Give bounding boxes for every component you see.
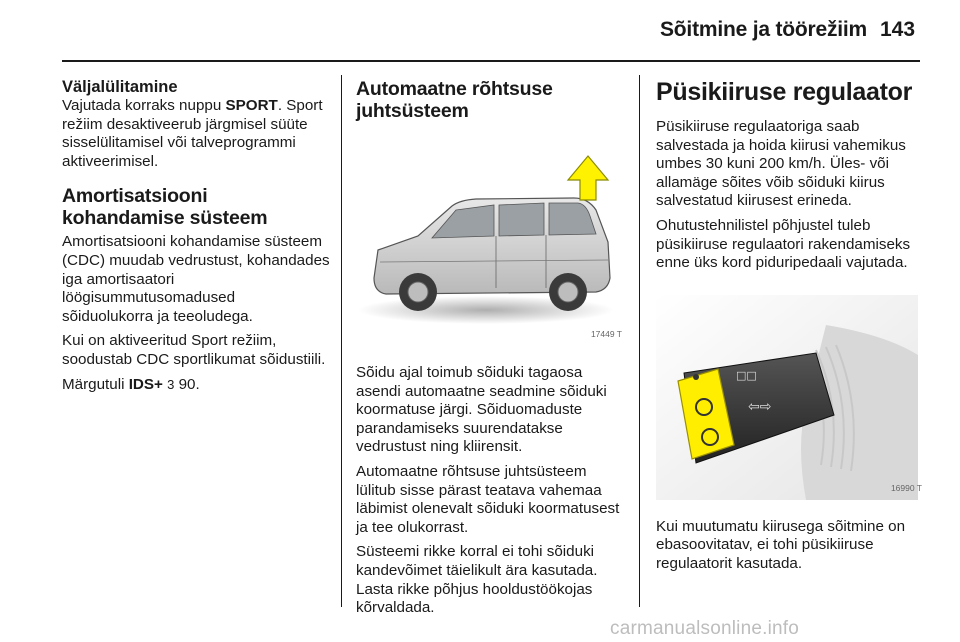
text: Märgutuli <box>62 375 129 393</box>
column-divider-1 <box>341 75 342 607</box>
ids-label: IDS+ <box>128 375 163 393</box>
figure-lever <box>656 295 926 500</box>
page-reference: 90. <box>174 375 200 393</box>
sport-button-label: SPORT <box>225 97 278 114</box>
cruise-lever-illustration <box>656 295 918 500</box>
paragraph-cruise-2: Ohutustehnilistel põhjustel tuleb püsikiiruse regulaatori rakendamiseks enne üks kord piduripedaali vajutada. <box>656 216 911 272</box>
svg-text:□□: □□ <box>736 368 757 382</box>
text: . Sport režiim desaktiveerub järgmisel süüte sisselülitamisel või talveprogrammi aktiveerimisel. <box>62 97 323 170</box>
paragraph-cruise-1: Püsikiiruse regulaatoriga saab salvestada ja hoida kiirusi vahemikus umbes 30 kuni 200 km/h. Üles- või allamäge sõites võib sõiduki kiirus salvestatud kiirusest erineda. <box>656 118 906 210</box>
section-heading-switch-off: Väljalülitamine <box>62 78 178 96</box>
paragraph-level-3: Süsteemi rikke korral ei tohi sõiduki kandevõimet täielikult ära kasutada. Lasta rikke põhjus hooldustöökojas kõrvaldada. <box>356 543 598 617</box>
page-number: 143 <box>880 18 916 41</box>
paragraph-cruise-3: Kui muutumatu kiirusega sõitmine on ebasoovitatav, ei tohi püsikiiruse regulaatorit kasutada. <box>656 517 906 572</box>
paragraph-indicator <box>62 376 330 395</box>
column-divider-2 <box>639 75 640 607</box>
up-arrow-icon <box>568 156 608 200</box>
section-heading-level-control: Automaatne rõhtsuse juhtsüsteem <box>356 78 553 122</box>
paragraph-level-1: Sõidu ajal toimub sõiduki tagaosa asendi automaatne seadmine sõiduki koormatuse järgi. Sõiduomaduste parandamiseks suurendatakse vedrustust ning kliirensit. <box>356 364 607 456</box>
paragraph-damping: Amortisatsiooni kohandamise süsteem (CDC) muudab vedrustust, kohandades iga amortisaatori löögisummutusomadused sõiduolukorra ja teeoludega. <box>62 233 330 325</box>
page-reference-icon: 3 <box>167 376 175 392</box>
section-heading-damping: Amortisatsiooni kohandamise süsteem <box>62 185 268 230</box>
section-heading-cruise-control: Püsikiiruse regulaator <box>656 78 912 106</box>
header-title: Sõitmine ja töörežiim <box>660 18 867 41</box>
column-3 <box>656 78 926 580</box>
figure-code: 16990 T <box>890 483 922 494</box>
watermark: carmanualsonline.info <box>610 618 800 639</box>
figure-code: 17449 T <box>590 329 622 340</box>
svg-text:⇦⇨: ⇦⇨ <box>748 398 772 415</box>
paragraph-sport-mode: Kui on aktiveeritud Sport režiim, soodustab CDC sportlikumat sõidustiili. <box>62 332 326 368</box>
column-2 <box>356 78 626 624</box>
car-illustration <box>356 138 626 346</box>
column-1 <box>62 78 330 400</box>
text: Vajutada korraks nuppu <box>62 97 226 114</box>
paragraph-switch-off <box>62 97 330 171</box>
figure-car <box>356 138 626 346</box>
header-rule <box>62 60 920 62</box>
paragraph-level-2: Automaatne rõhtsuse juhtsüsteem lülitub sisse pärast teatava vahemaa läbimist olenevalt sõiduki koormatusest ja tee olukorrast. <box>356 462 620 536</box>
